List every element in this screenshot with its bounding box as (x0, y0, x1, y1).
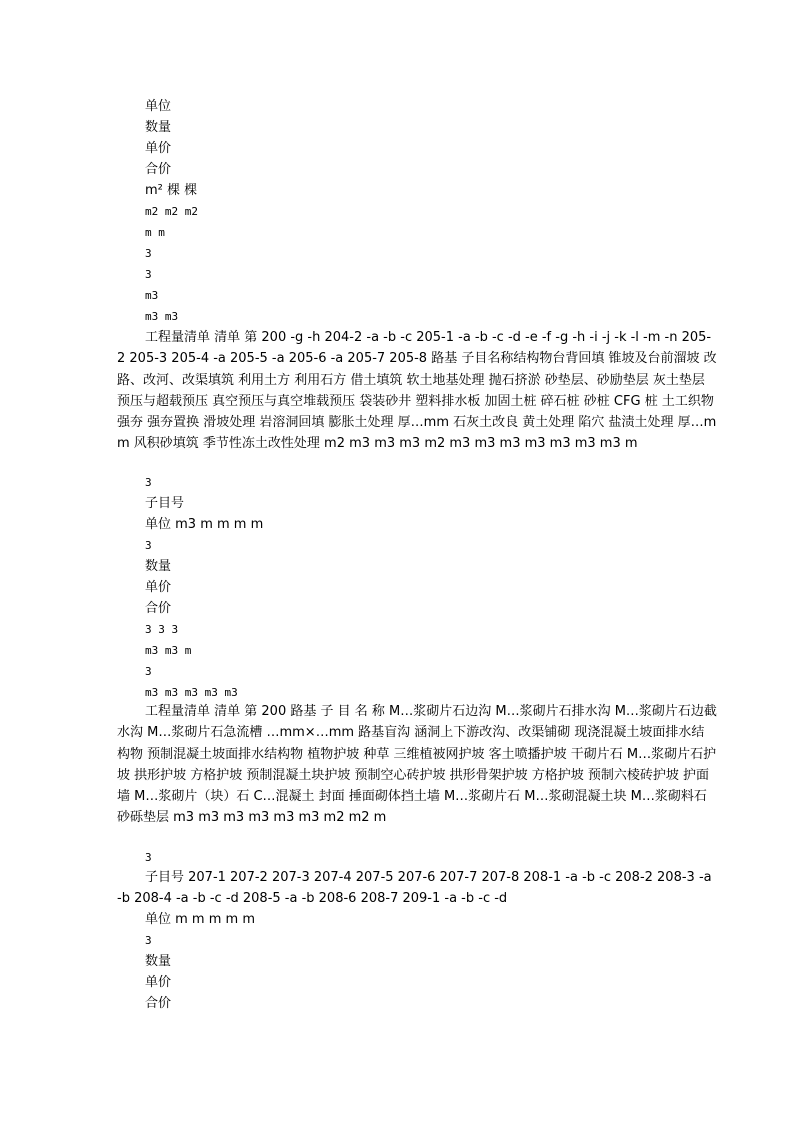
unit-line: 3 (145, 247, 152, 260)
header-quantity: 数量 (145, 954, 172, 969)
header-total-price: 合价 (145, 996, 172, 1011)
unit-line: 3 (145, 539, 152, 552)
unit-line: 3 (145, 268, 152, 281)
item-number-paragraph-text: 子目号 207-1 207-2 207-3 207-4 207-5 207-6 207-7 207-8 208-1 -a -b -c 208-2 208-3 -a -b 208-4 -a -b -c -d 208-5 -a -b 208-6 208-7 209-1 -a -b -c -d (117, 870, 712, 907)
header-quantity: 数量 (145, 120, 172, 135)
unit-line: m3 (145, 289, 159, 302)
bill-paragraph-1 (117, 327, 717, 455)
header-unit-price: 单价 (145, 141, 172, 156)
header-unit-price: 单价 (145, 975, 172, 990)
unit-line: m² 棵 棵 (145, 183, 198, 198)
unit-line: 3 (145, 476, 152, 489)
unit-line: m3 m3 m (145, 644, 192, 657)
header-unit: 单位 m3 m m m m (145, 517, 264, 532)
unit-line: 3 (145, 665, 152, 678)
header-total-price: 合价 (145, 601, 172, 616)
item-number-paragraph (117, 867, 717, 910)
header-unit: 单位 (145, 99, 172, 114)
unit-line: 3 (145, 934, 152, 947)
bill-paragraph-2 (117, 701, 717, 829)
unit-line: m3 m3 m3 m3 m3 (145, 686, 238, 699)
unit-line: m2 m2 m2 (145, 205, 198, 218)
header-total-price: 合价 (145, 162, 172, 177)
bill-paragraph-2-text: 工程量清单 清单 第 200 路基 子 目 名 称 M…浆砌片石边沟 M…浆砌片石排水沟 M…浆砌片石边截水沟 M…浆砌片石急流槽 …mm×…mm 路基盲沟 涵洞上下游改沟、改渠铺砌 现浇混凝土坡面排水结构物 预制混凝土坡面排水结构物 植物护坡 种草 三维植被网护坡 客土喷播护坡 干砌片石 M…浆砌片石护坡 拱形护坡 方格护坡 预制混凝土块护坡 预制空心砖护坡 拱形骨架护坡 方格护坡 预制六棱砖护坡 护面墙 M…浆砌片（块）石 C…混凝土 封面 捶面砌体挡土墙 M…浆砌片石 M…浆砌混凝土块 M…浆砌料石 砂砾垫层 m3 m3 m3 m3 m3 m3 m2 m2 m (117, 704, 717, 826)
unit-line: 3 (145, 851, 152, 864)
header-quantity: 数量 (145, 559, 172, 574)
bill-paragraph-1-text: 工程量清单 清单 第 200 -g -h 204-2 -a -b -c 205-1 -a -b -c -d -e -f -g -h -i -j -k -l -m -n 205-2 205-3 205-4 -a 205-5 -a 205-6 -a 205-7 205-8 路基 子目名称结构物台背回填 锥坡及台前溜坡 改路、改河、改渠填筑 利用土方 利用石方 借土填筑 软土地基处理 抛石挤淤 砂垫层、砂励垫层 灰土垫层 预压与超载预压 真空预压与真空堆载预压 袋装砂井 塑料排水板 加固土桩 碎石桩 砂桩 CFG 桩 土工织物 强夯 强夯置换 滑坡处理 岩溶洞回填 膨胀土处理 厚…mm 石灰土改良 黄土处理 陷穴 盐渍土处理 厚…mm 风积砂填筑 季节性冻土改性处理 m2 m3 m3 m3 m2 m3 m3 m3 m3 m3 m3 m3 m (117, 330, 717, 452)
header-item-no: 子目号 (145, 496, 185, 511)
header-unit: 单位 m m m m m (145, 912, 255, 927)
header-unit-price: 单价 (145, 580, 172, 595)
unit-line: m m (145, 226, 165, 239)
unit-line: m3 m3 (145, 310, 179, 323)
unit-line: 3 3 3 (145, 623, 179, 636)
